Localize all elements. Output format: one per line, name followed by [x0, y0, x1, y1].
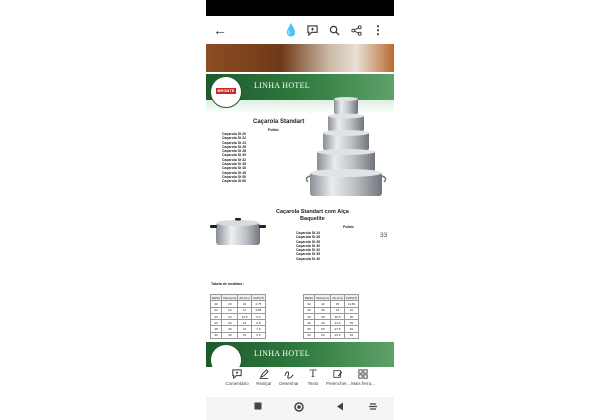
list-item: Caçarola St 40: [296, 256, 321, 261]
list-item: Caçarola St 24: [296, 231, 321, 235]
list-item: Caçarola St 28: [222, 149, 247, 154]
search-icon[interactable]: [326, 20, 342, 40]
table-cell: 20,5: [331, 313, 344, 319]
table-cell: 60: [304, 332, 315, 338]
more-vert-icon[interactable]: ⋮: [372, 23, 384, 37]
table-cell: 45: [304, 320, 315, 326]
measure-table-right: [303, 294, 359, 339]
recents-icon[interactable]: [368, 402, 378, 414]
product-list: [296, 231, 320, 261]
product-list: [222, 132, 246, 184]
table-cell: 3,85: [251, 307, 265, 313]
table-cell: 13: [238, 320, 251, 326]
list-item: Caçarola St 35: [296, 252, 321, 257]
table-cell: 22: [222, 307, 238, 313]
page-top-photo: [206, 44, 394, 72]
table-cell: 23,5: [331, 332, 344, 338]
table-cell: 30: [222, 332, 238, 338]
table-cell: 24: [222, 313, 238, 319]
section-title-line2: Baquelite: [300, 216, 325, 222]
list-item: Caçarola St 26: [296, 235, 321, 240]
list-item: Caçarola St 30: [296, 243, 321, 248]
table-cell: 35: [315, 307, 331, 313]
table-cell: 5,2: [251, 313, 265, 319]
comment-add-icon: [222, 369, 252, 381]
table-cell: 2,75: [251, 301, 265, 307]
table-header: DESC: [305, 295, 314, 300]
table-cell: 20: [211, 301, 222, 307]
arrow-left-icon[interactable]: ←: [213, 22, 227, 38]
table-cell: 26: [222, 320, 238, 326]
banner-title: LINHA HOTEL: [254, 349, 310, 358]
list-item: Caçarola St 32: [296, 248, 321, 253]
table-header: Diam(cm): [223, 295, 237, 300]
table-cell: 16: [331, 307, 344, 313]
table-cell: 60: [315, 332, 331, 338]
page-number: 33: [380, 232, 388, 239]
tool-label: Desenhar: [279, 381, 299, 386]
table-cell: 50: [304, 326, 315, 332]
table-header: Alt (cm): [332, 295, 343, 300]
table-cell: 15: [331, 301, 344, 307]
table-header: DESC: [212, 295, 221, 300]
list-item: Caçarola St 40: [222, 166, 247, 171]
table-cell: 28: [222, 326, 238, 332]
list-item: Caçarola St 32: [222, 157, 247, 162]
list-item: Caçarola St 30: [222, 153, 247, 158]
table-cell: 40: [315, 313, 331, 319]
list-item: Caçarola St 35: [222, 162, 247, 167]
list-item: Caçarola St 20: [222, 132, 247, 136]
catalog-page-2: [206, 209, 394, 289]
tool-label: Comentário: [225, 381, 249, 386]
list-item: Caçarola St 45: [222, 170, 247, 175]
comment-add-icon[interactable]: [304, 20, 320, 40]
more-tools[interactable]: [348, 369, 378, 386]
table-cell: 22: [211, 307, 222, 313]
table-cell: 32: [315, 301, 331, 307]
table-cell: 49: [344, 326, 358, 332]
banner-title: LINHA HOTEL: [254, 81, 310, 90]
app-toolbar: [206, 16, 394, 44]
section-title: [276, 209, 349, 223]
table-header: CAP(LT): [345, 295, 358, 300]
table-header: Alt (cm): [239, 295, 250, 300]
table-cell: 20: [222, 301, 238, 307]
list-item: Caçarola St 22: [222, 136, 247, 141]
tool-label: Preencher...: [325, 381, 351, 386]
home-icon[interactable]: [294, 402, 304, 415]
table-cell: 32: [304, 301, 315, 307]
table-cell: 27,5: [331, 326, 344, 332]
table-cell: 11: [238, 307, 251, 313]
list-item: Caçarola St 28: [296, 239, 321, 244]
tool-label: Realçar: [256, 381, 272, 386]
table-cell: 13: [238, 326, 251, 332]
table-cell: 40: [304, 313, 315, 319]
table-cell: 35: [304, 307, 315, 313]
tool-label: Mais ferra...: [351, 381, 375, 386]
table-cell: 12,5: [238, 313, 251, 319]
table-cell: 6,8: [251, 320, 265, 326]
list-item: Caçarola St 26: [222, 144, 247, 149]
table-cell: 30: [211, 332, 222, 338]
table-header: Diam(cm): [316, 295, 330, 300]
table-cell: 45: [315, 320, 331, 326]
table-row: [304, 332, 359, 338]
share-icon[interactable]: [348, 20, 364, 40]
table-cell: 15: [238, 332, 251, 338]
table-row: [211, 332, 266, 338]
table-cell: 26: [211, 320, 222, 326]
table-cell: 28: [211, 326, 222, 332]
measure-table-left: [210, 294, 266, 339]
stop-icon[interactable]: [254, 402, 262, 413]
table-cell: 15: [344, 307, 358, 313]
section-finish: Polido: [343, 225, 354, 229]
table-cell: 11,65: [344, 301, 358, 307]
table-cell: 26: [344, 313, 358, 319]
comment-tool[interactable]: [222, 369, 252, 386]
tables-title: Tabela de medidas :: [211, 282, 245, 286]
more-tools-icon: [348, 369, 378, 381]
droplet-icon[interactable]: 💧: [283, 23, 299, 37]
table-cell: 9,5: [251, 332, 265, 338]
pot-bakelite-image: [210, 216, 266, 248]
phone-screen: [206, 0, 394, 420]
section-title-line1: Caçarola Standart com Alça: [276, 209, 349, 215]
status-bar: [206, 0, 394, 16]
pdf-viewer[interactable]: [206, 44, 394, 367]
list-item: Caçarola St 60: [222, 179, 247, 184]
catalog-page-3: [206, 342, 394, 367]
section-title: Caçarola Standart: [253, 119, 305, 125]
android-nav-bar: [206, 397, 394, 420]
list-item: Caçarola St 24: [222, 140, 247, 145]
table-cell: 7,9: [251, 326, 265, 332]
table-header: CAP(LT): [252, 295, 265, 300]
table-cell: 33: [344, 320, 358, 326]
tool-label: Texto: [307, 381, 319, 386]
section-finish: Polido: [268, 128, 279, 132]
brand-logo-text: BRONTE: [217, 88, 235, 93]
annotation-toolbar: [206, 367, 394, 397]
table-cell: 24: [211, 313, 222, 319]
brand-logo: [210, 76, 242, 108]
list-item: Caçarola St 50: [222, 174, 247, 179]
back-triangle-icon[interactable]: [336, 402, 344, 414]
table-cell: 21,5: [331, 320, 344, 326]
table-cell: 50: [315, 326, 331, 332]
table-cell: 10: [238, 301, 251, 307]
table-cell: 64: [344, 332, 358, 338]
text-icon: T: [309, 369, 317, 380]
stacked-pots-image: [302, 96, 388, 206]
